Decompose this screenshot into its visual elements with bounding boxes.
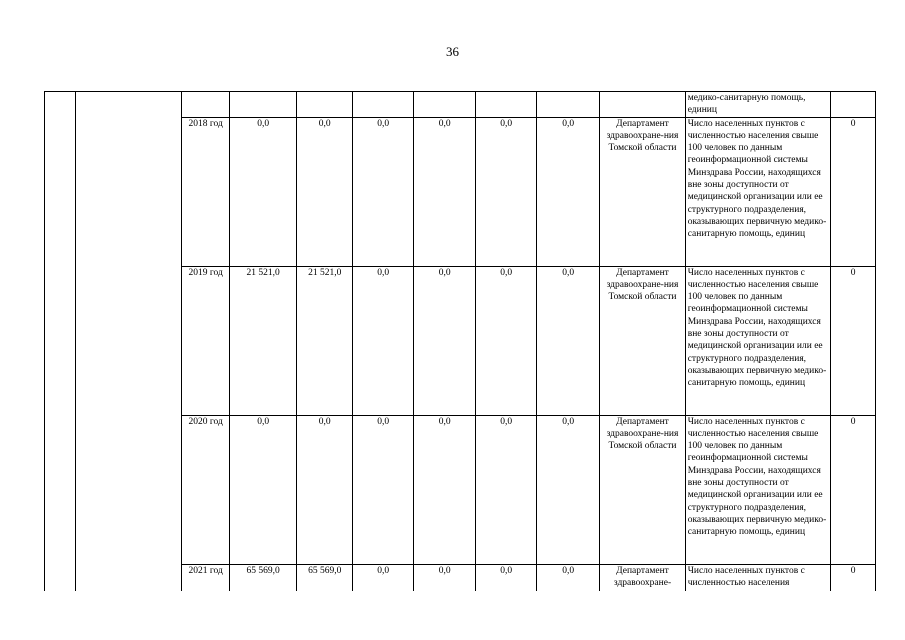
value-cell xyxy=(230,92,297,118)
value-cell: 0,0 xyxy=(537,415,600,564)
year-cell: 2019 год xyxy=(182,266,230,415)
year-cell: 2021 год xyxy=(182,564,230,604)
year-cell xyxy=(182,92,230,118)
blank-cell-col1 xyxy=(45,92,76,605)
department-cell: Департамент здравоохране-ния Томской области xyxy=(600,117,685,266)
value-cell: 65 569,0 xyxy=(230,564,297,604)
value-cell: 65 569,0 xyxy=(297,564,353,604)
blank-cell-col2 xyxy=(75,92,182,605)
indicator-cell xyxy=(685,92,830,118)
indicator-cell: Число населенных пунктов с численностью населения свыше 100 человек по данным геоинформационной системы Минздрава России, находящихся вне зоны доступности от медицинской организации или ее структурного подразделения, оказывающих первичную медико-санитарную помощь, единиц xyxy=(685,415,830,564)
value-cell: 0,0 xyxy=(414,415,476,564)
value-cell: 0,0 xyxy=(414,564,476,604)
value-cell: 0,0 xyxy=(297,117,353,266)
value-cell: 0,0 xyxy=(414,266,476,415)
target-value-cell: 0 xyxy=(831,266,876,415)
target-cell xyxy=(831,92,876,118)
department-cell: Департамент здравоохране-ния Томской области xyxy=(600,266,685,415)
value-cell: 0,0 xyxy=(537,266,600,415)
value-cell: 0,0 xyxy=(537,564,600,604)
indicator-cell: Число населенных пунктов с численностью населения свыше 100 человек по данным геоинформационной системы Минздрава России, находящихся вне зоны доступности от медицинской организации или ее структурного подразделения, оказывающих первичную медико-санитарную помощь, единиц xyxy=(685,266,830,415)
value-cell: 0,0 xyxy=(537,117,600,266)
target-value-cell: 0 xyxy=(831,117,876,266)
value-cell: 0,0 xyxy=(476,117,537,266)
value-cell: 0,0 xyxy=(297,415,353,564)
department-cell: Департамент здравоохране-ния Томской области xyxy=(600,415,685,564)
value-cell: 0,0 xyxy=(476,266,537,415)
value-cell: 21 521,0 xyxy=(297,266,353,415)
value-cell xyxy=(297,92,353,118)
value-cell xyxy=(353,92,414,118)
indicator-cell: Число населенных пунктов с численностью населения xyxy=(685,564,830,604)
department-cell xyxy=(600,92,685,118)
target-value-cell: 0 xyxy=(831,415,876,564)
value-cell: 0,0 xyxy=(353,266,414,415)
table-row-fragment xyxy=(45,92,876,118)
value-cell xyxy=(537,92,600,118)
year-cell: 2020 год xyxy=(182,415,230,564)
indicator-fragment-text: медико-санитарную помощь, единиц xyxy=(687,93,806,116)
value-cell: 0,0 xyxy=(476,564,537,604)
value-cell: 0,0 xyxy=(414,117,476,266)
value-cell: 0,0 xyxy=(353,415,414,564)
value-cell xyxy=(414,92,476,118)
value-cell: 0,0 xyxy=(476,415,537,564)
year-cell: 2018 год xyxy=(182,117,230,266)
program-table xyxy=(44,91,876,605)
page-bottom-margin xyxy=(0,591,905,640)
target-value-cell: 0 xyxy=(831,564,876,604)
value-cell xyxy=(476,92,537,118)
page-number: 36 xyxy=(446,44,459,59)
value-cell: 0,0 xyxy=(353,564,414,604)
value-cell: 21 521,0 xyxy=(230,266,297,415)
department-cell: Департамент здравоохране- xyxy=(600,564,685,604)
value-cell: 0,0 xyxy=(230,117,297,266)
value-cell: 0,0 xyxy=(230,415,297,564)
value-cell: 0,0 xyxy=(353,117,414,266)
indicator-cell: Число населенных пунктов с численностью населения свыше 100 человек по данным геоинформационной системы Минздрава России, находящихся вне зоны доступности от медицинской организации или ее структурного подразделения, оказывающих первичную медико-санитарную помощь, единиц xyxy=(685,117,830,266)
